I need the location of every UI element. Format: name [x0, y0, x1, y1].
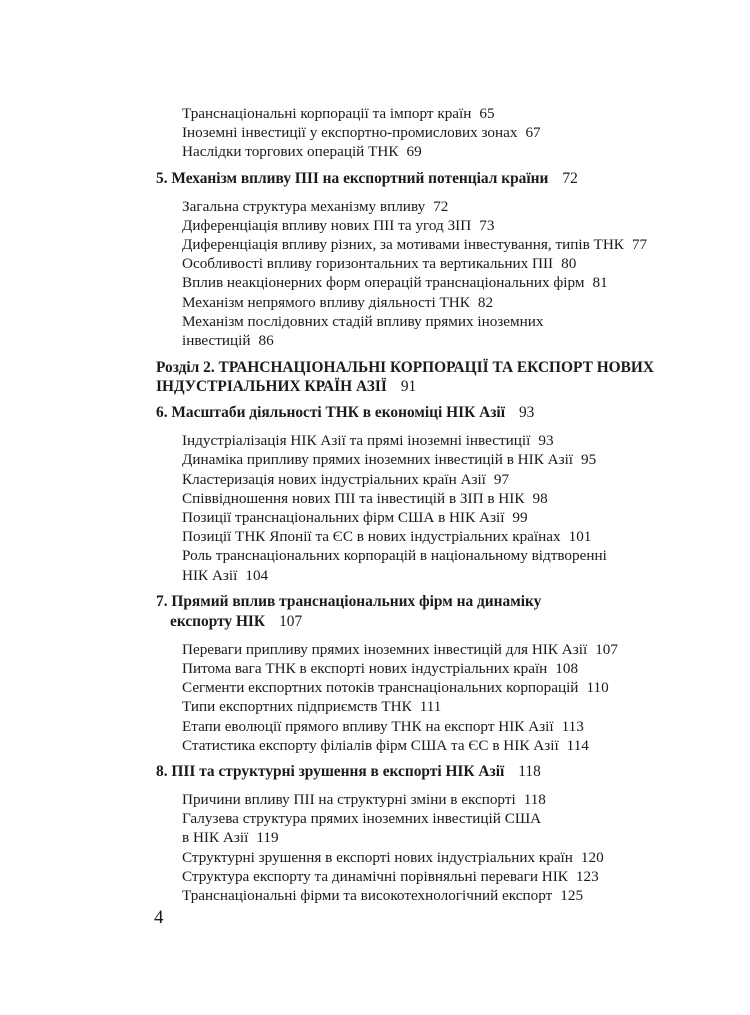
- toc-entry: Особливості впливу горизонтальних та вертикальних ПІІ 80: [182, 255, 577, 273]
- toc-entry: Загальна структура механізму впливу 72: [182, 197, 449, 215]
- section-heading: 6. Масштаби діяльності ТНК в економіці НІК Азії 93: [156, 404, 535, 422]
- toc-entry: Позиції транснаціональних фірм США в НІК Азії 99: [182, 509, 528, 527]
- toc-entry-continued: в НІК Азії 119: [182, 829, 279, 847]
- toc-entry: Статистика експорту філіалів фірм США та ЄС в НІК Азії 114: [182, 736, 589, 754]
- toc-entry: Структура експорту та динамічні порівняльні переваги НІК 123: [182, 867, 599, 885]
- toc-entry: Причини впливу ПІІ на структурні зміни в експорті 118: [182, 791, 546, 809]
- section-heading: 8. ПІІ та структурні зрушення в експорті НІК Азії 118: [156, 763, 541, 781]
- toc-entry: Галузева структура прямих іноземних інвестицій США: [182, 810, 542, 828]
- toc-entry: Структурні зрушення в експорті нових індустріальних країн 120: [182, 848, 604, 866]
- toc-entry: Наслідки торгових операцій ТНК 69: [182, 143, 422, 161]
- toc-entry: Співвідношення нових ПІІ та інвестицій в ЗІП в НІК 98: [182, 489, 548, 507]
- chapter-heading: [156, 358, 676, 396]
- toc-entry-continued: інвестицій 86: [182, 332, 274, 350]
- toc-entry: Транснаціональні корпорації та імпорт країн 65: [182, 105, 495, 122]
- toc-entry: Механізм непрямого впливу діяльності ТНК 82: [182, 293, 494, 311]
- section-title-line: експорту НІК 107: [170, 612, 303, 630]
- toc-entry: Сегменти експортних потоків транснаціональних корпорацій 110: [182, 679, 609, 697]
- toc-entry: Роль транснаціональних корпорацій в національному відтворенні: [182, 547, 607, 565]
- toc-entry: Типи експортних підприємств ТНК 111: [182, 698, 442, 716]
- toc-entry: Індустріалізація НІК Азії та прямі іноземні інвестиції 93: [182, 432, 554, 450]
- toc-entry: Етапи еволюції прямого впливу ТНК на експорт НІК Азії 113: [182, 717, 584, 735]
- chapter-title-line: ІНДУСТРІАЛЬНИХ КРАЇН АЗІЇ 91: [156, 378, 417, 396]
- toc-entry: Вплив неакціонерних форм операцій транснаціональних фірм 81: [182, 274, 608, 292]
- toc-entry: Кластеризація нових індустріальних країн Азії 97: [182, 470, 510, 488]
- page-number: 4: [154, 907, 164, 928]
- table-of-contents: [156, 104, 676, 905]
- chapter-title-line: Розділ 2. ТРАНСНАЦІОНАЛЬНІ КОРПОРАЦІЇ ТА ЕКСПОРТ НОВИХ: [156, 359, 654, 377]
- toc-entry: Транснаціональні фірми та високотехнологічний експорт 125: [182, 887, 584, 905]
- section-heading: [156, 592, 676, 632]
- toc-entry: Іноземні інвестиції у експортно-промислових зонах 67: [182, 124, 541, 142]
- section-heading: 5. Механізм впливу ПІІ на експортний потенціал країни 72: [156, 169, 578, 187]
- toc-entry: Переваги припливу прямих іноземних інвестицій для НІК Азії 107: [182, 640, 618, 658]
- toc-entry-continued: НІК Азії 104: [182, 566, 269, 584]
- toc-entry: Диференціація впливу різних, за мотивами інвестування, типів ТНК 77: [182, 236, 648, 254]
- toc-entry: Позиції ТНК Японії та ЄС в нових індустріальних країнах 101: [182, 528, 592, 546]
- section-title-line: 7. Прямий вплив транснаціональних фірм на динаміку: [156, 592, 542, 610]
- toc-entry: Диференціація впливу нових ПІІ та угод ЗІП 73: [182, 216, 495, 234]
- toc-entry: Питома вага ТНК в експорті нових індустріальних країн 108: [182, 660, 579, 678]
- toc-entry: Динаміка припливу прямих іноземних інвестицій в НІК Азії 95: [182, 451, 597, 469]
- toc-entry: Механізм послідовних стадій впливу прямих іноземних: [182, 312, 544, 330]
